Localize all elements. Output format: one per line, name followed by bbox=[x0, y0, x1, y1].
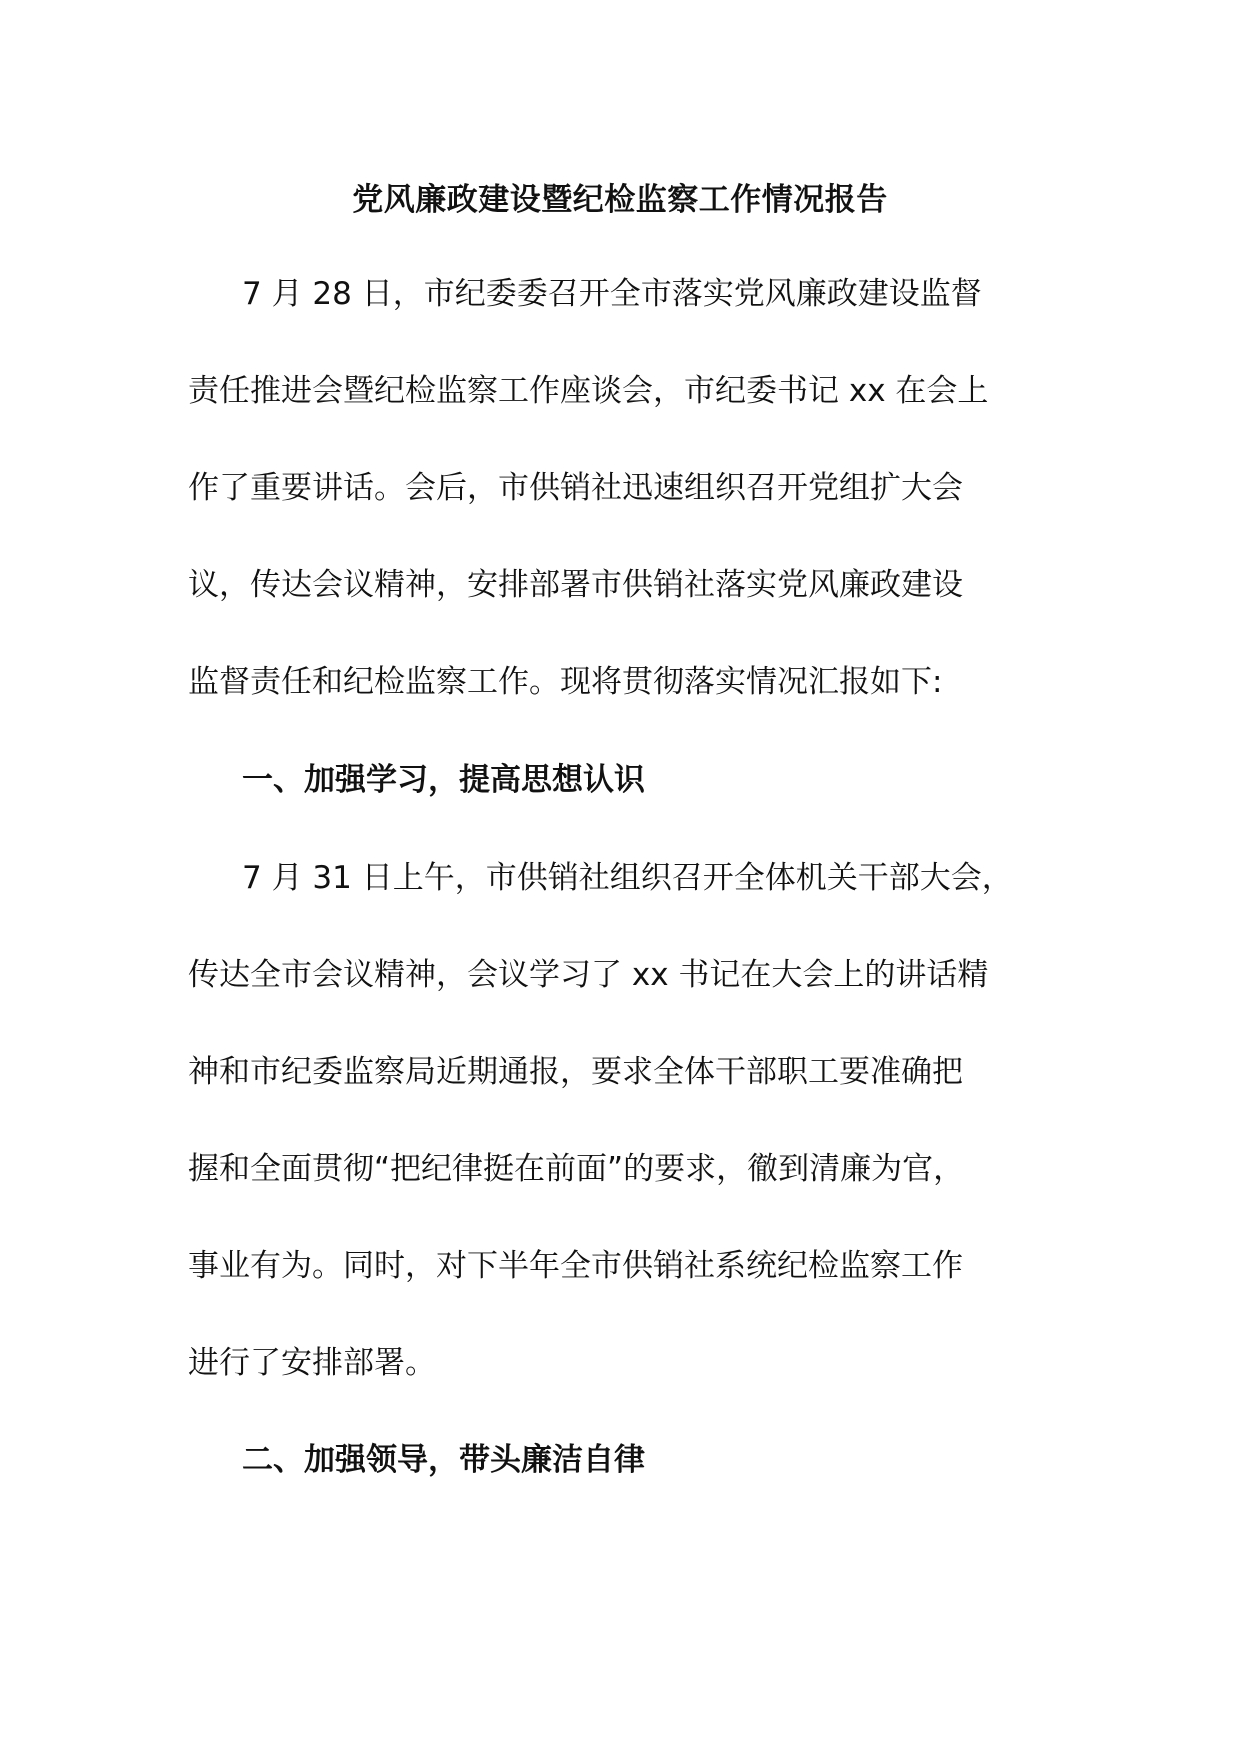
paragraph-line: 作了重要讲话。会后，市供销社迅速组织召开党组扩大会 bbox=[188, 470, 963, 506]
paragraph-line: 7 月 31 日上午，市供销社组织召开全体机关干部大会， bbox=[242, 860, 1013, 896]
paragraph-line: 传达全市会议精神，会议学习了 xx 书记在大会上的讲话精 bbox=[188, 957, 989, 993]
paragraph-line: 监督责任和纪检监察工作。现将贯彻落实情况汇报如下: bbox=[188, 664, 943, 700]
paragraph-line: 事业有为。同时，对下半年全市供销社系统纪检监察工作 bbox=[188, 1248, 963, 1284]
document-title: 党风廉政建设暨纪检监察工作情况报告 bbox=[352, 182, 888, 218]
paragraph-line: 握和全面贯彻“把纪律挺在前面”的要求，徹到清廉为官， bbox=[188, 1151, 965, 1187]
paragraph-line: 议，传达会议精神，安排部署市供销社落实党风廉政建设 bbox=[188, 567, 963, 603]
section-heading-2: 二、加强领导，带头廉洁自律 bbox=[242, 1442, 645, 1478]
section-heading-1: 一、加强学习，提高思想认识 bbox=[242, 762, 645, 798]
paragraph-line: 神和市纪委监察局近期通报，要求全体干部职工要准确把 bbox=[188, 1054, 963, 1090]
paragraph-line: 责任推进会暨纪检监察工作座谈会，市纪委书记 xx 在会上 bbox=[188, 373, 989, 409]
paragraph-line: 7 月 28 日，市纪委委召开全市落实党风廉政建设监督 bbox=[242, 276, 982, 312]
paragraph-line: 进行了安排部署。 bbox=[188, 1345, 436, 1381]
